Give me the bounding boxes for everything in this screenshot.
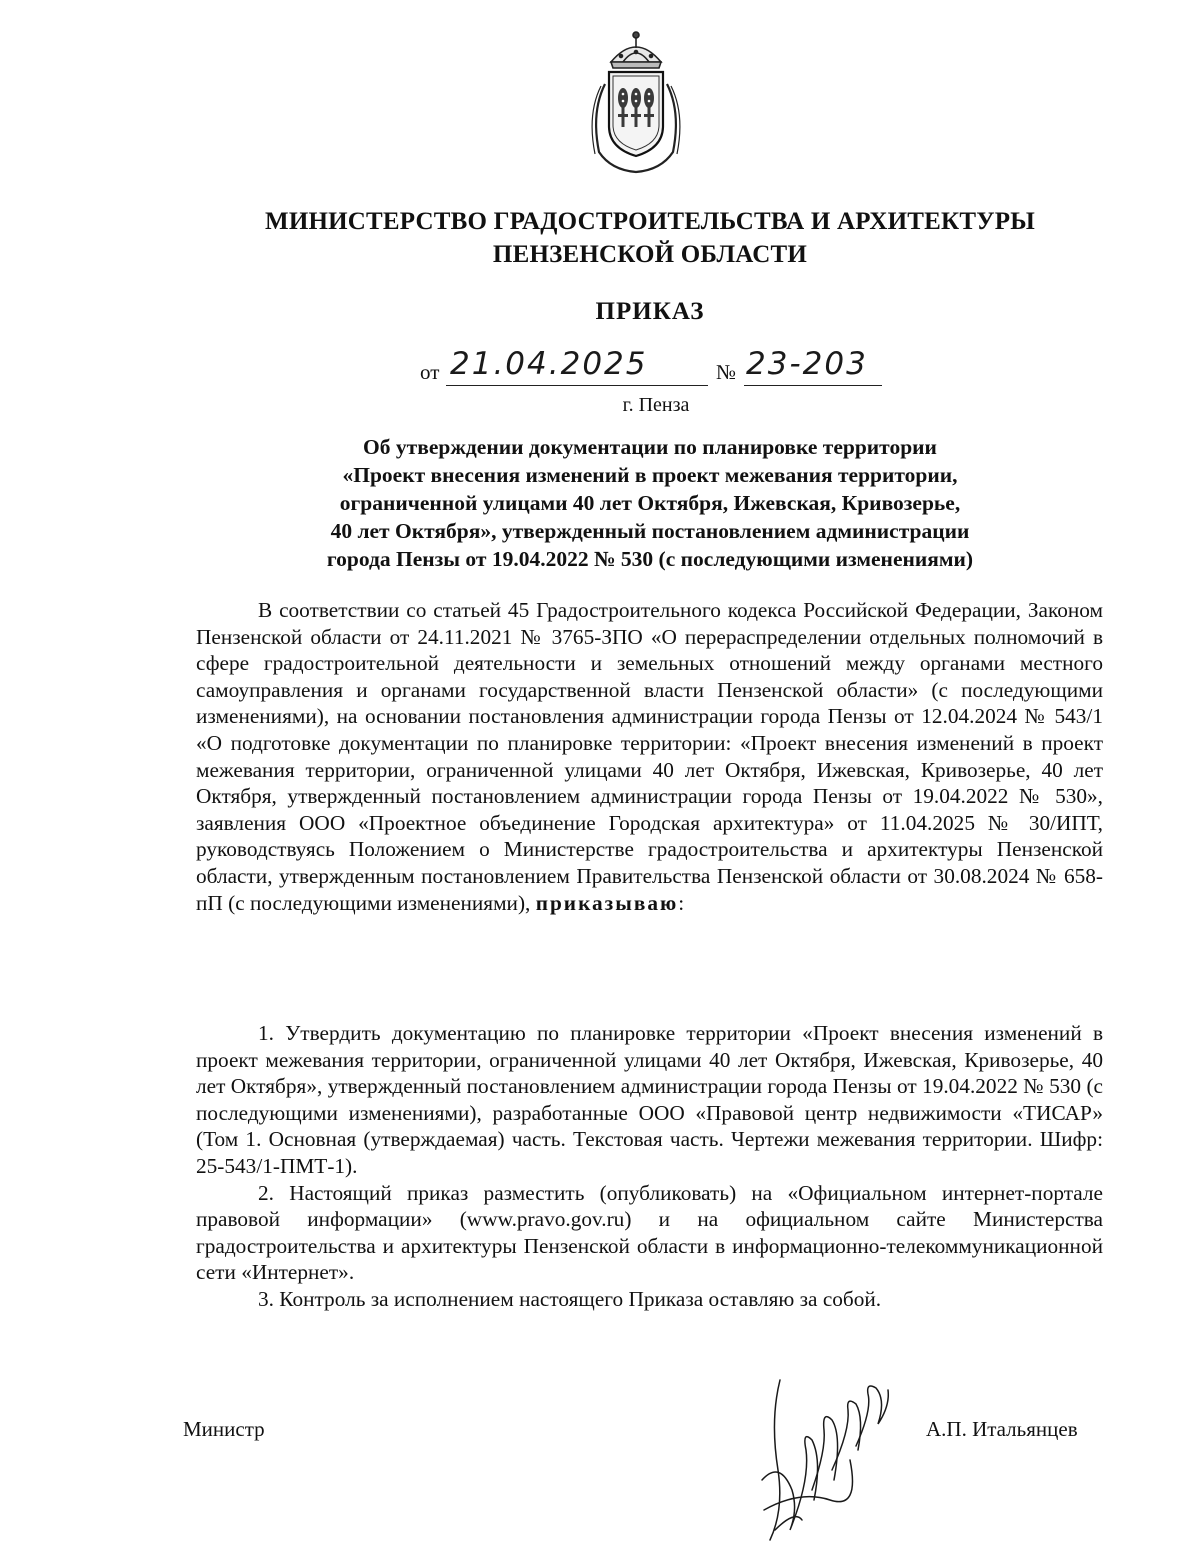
subject-line: «Проект внесения изменений в проект межевания территории,: [342, 463, 958, 487]
city: г. Пенза: [622, 394, 690, 416]
order-date: 21.04.2025: [450, 346, 648, 382]
preamble-block: [196, 597, 1103, 916]
signer-name: А.П. Итальянцев: [926, 1417, 1078, 1441]
handwritten-signature: [740, 1360, 900, 1550]
preamble-text: В соответствии со статьей 45 Градостроительного кодекса Российской Федерации, Законом Пензенской области от 24.11.2021 № 3765-ЗПО «О перераспределении отдельных полномочий в сфере градостроительной деятельности и земельных отношений между органами местного самоуправления и органами государственной власти Пензенской области» (с последующими изменениями), на основании постановления администрации города Пензы от 12.04.2024 № 543/1 «О подготовке документации по планировке территории: «Проект внесения изменений в проект межевания территории, ограниченной улицами 40 лет Октября, Ижевская, Кривозерье, 40 лет Октября, утвержденный постановлением администрации города Пензы от 19.04.2022 № 530», заявления ООО «Проектное объединение Городская архитектура» от 11.04.2025 № 30/ИПТ, руководствуясь Положением о Министерстве градостроительства и архитектуры Пензенской области, утвержденным постановлением Правительства Пензенской области от 30.08.2024 № 658-пП (с последующими изменениями),: [196, 598, 1103, 915]
order-items: [196, 1020, 1103, 1313]
date-number-line: [420, 346, 900, 390]
number-prefix: №: [716, 360, 737, 384]
order-subject: [150, 433, 1150, 573]
subject-line: 40 лет Октября», утвержденный постановлением администрации: [330, 519, 970, 543]
document-type-title: ПРИКАЗ: [595, 298, 705, 325]
signer-position: Министр: [183, 1417, 265, 1441]
order-number: 23-203: [746, 346, 868, 382]
preamble-paragraph: [196, 597, 1103, 916]
ministry-name-line-1: МИНИСТЕРСТВО ГРАДОСТРОИТЕЛЬСТВА И АРХИТЕКТУРЫ: [265, 208, 1035, 235]
date-prefix: от: [420, 360, 440, 384]
subject-line: Об утверждении документации по планировке территории: [363, 435, 937, 459]
date-underline: [446, 385, 708, 386]
command-colon: :: [678, 890, 685, 915]
subject-line: города Пензы от 19.04.2022 № 530 (с последующими изменениями): [326, 547, 974, 571]
command-word: приказываю: [535, 890, 679, 915]
order-item-2: 2. Настоящий приказ разместить (опубликовать) на «Официальном интернет-портале правовой информации» (www.pravo.gov.ru) и на официальном сайте Министерства градостроительства и архитектуры Пензенской области в информационно-телекоммуникационной сети «Интернет».: [196, 1180, 1103, 1285]
subject-line: ограниченной улицами 40 лет Октября, Ижевская, Кривозерье,: [339, 491, 961, 515]
order-item-1: 1. Утвердить документацию по планировке территории «Проект внесения изменений в проект межевания территории, ограниченной улицами 40 лет Октября, Ижевская, Кривозерье, 40 лет Октября», утвержденный постановлением администрации города Пензы от 19.04.2022 № 530 (с последующими изменениями), разработанные ООО «Правовой центр недвижимости «ТИСАР» (Том 1. Основная (утверждаемая) часть. Текстовая часть. Чертежи межевания территории. Шифр: 25-543/1-ПМТ-1).: [196, 1021, 1103, 1178]
ministry-name: [150, 205, 1150, 271]
coat-of-arms-icon: [581, 22, 691, 178]
ministry-name-line-2: ПЕНЗЕНСКОЙ ОБЛАСТИ: [492, 241, 808, 268]
order-item-3: 3. Контроль за исполнением настоящего Приказа оставляю за собой.: [258, 1286, 882, 1311]
signature-block: [0, 1410, 1200, 1540]
number-underline: [744, 385, 882, 386]
